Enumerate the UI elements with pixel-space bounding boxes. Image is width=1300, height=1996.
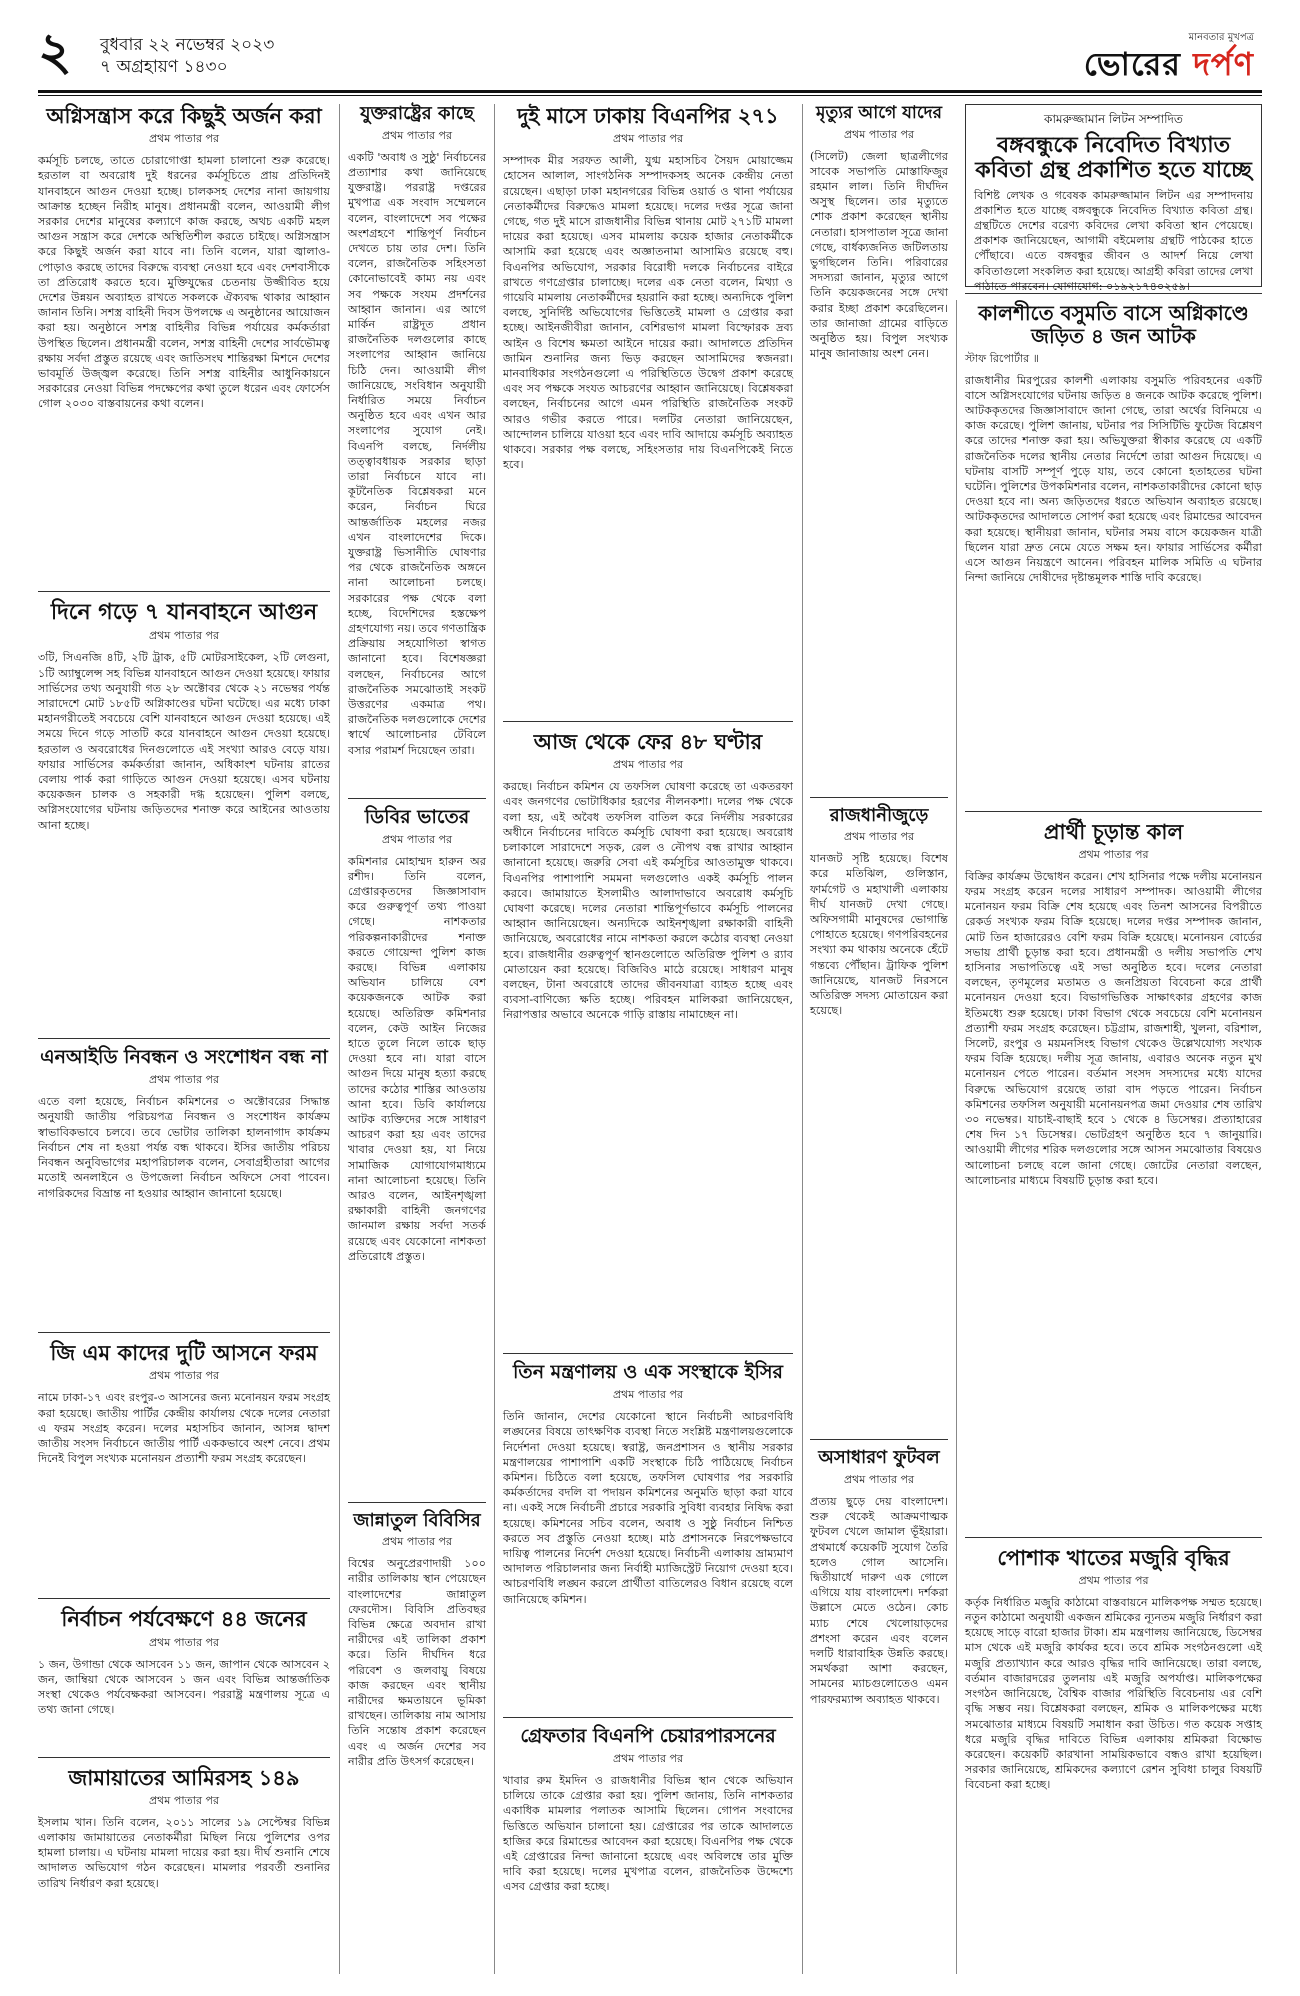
article-gm-kader: [38, 1341, 330, 1590]
article-jamaat: [38, 1766, 330, 1911]
article-bnp-cases: [503, 104, 793, 713]
divider: [38, 591, 330, 592]
article-jannatul: [348, 1511, 486, 1973]
logo-wordmark: [1084, 47, 1254, 81]
continued-label: প্রথম পাতার পর: [612, 132, 684, 146]
column-divider: [494, 104, 495, 1974]
divider: [348, 1502, 486, 1503]
article-usa: [348, 104, 486, 790]
column-divider: [956, 300, 957, 1974]
continued-label: প্রথম পাতার পর: [843, 1472, 915, 1486]
article-body: বিক্রির কার্যক্রম উদ্বোধন করেন। শেখ হাসিনার পক্ষে দলীয় মনোনয়ন ফরম সংগ্রহ করেন দলের সাধারণ সম্পাদক। আওয়ামী লীগের মনোনয়ন ফরম বিক্রি শেষ হয়েছে এবং তিনশ আসনের বিপরীতে রেকর্ড সংখ্যক ফরম বিক্রি হয়েছে। দলের দপ্তর সম্পাদক জানান, মোট তিন হাজারেরও বেশি ফরম বিক্রি হয়েছে। মনোনয়ন বোর্ডের সভায় প্রার্থী চূড়ান্ত করা হবে। প্রধানমন্ত্রী ও দলীয় সভাপতি শেখ হাসিনার সভাপতিত্বে এই সভা অনুষ্ঠিত হবে। দলের নেতারা বলছেন, তৃণমূলের মতামত ও জনপ্রিয়তা বিবেচনা করে প্রার্থী মনোনয়ন দেওয়া হবে। বিভাগভিত্তিক সাক্ষাৎকার গ্রহণের কাজ ইতিমধ্যে শুরু হয়েছে। ঢাকা বিভাগ থেকে সবচেয়ে বেশি মনোনয়ন প্রত্যাশী ফরম সংগ্রহ করেছেন। চট্টগ্রাম, রাজশাহী, খুলনা, বরিশাল, সিলেট, রংপুর ও ময়মনসিংহ বিভাগ থেকেও উল্লেখযোগ্য সংখ্যক ফরম বিক্রি হয়েছে। দলীয় সূত্র জানায়, এবারও অনেক নতুন মুখ মনোনয়ন পেতে পারেন। বর্তমান সংসদ সদস্যদের মধ্যে যাদের বিরুদ্ধে অভিযোগ রয়েছে তারা বাদ পড়তে পারেন। নির্বাচন কমিশনের তফসিল অনুযায়ী মনোনয়নপত্র জমা দেওয়ার শেষ তারিখ ৩০ নভেম্বর। যাচাই-বাছাই হবে ১ থেকে ৪ ডিসেম্বর। প্রত্যাহারের শেষ দিন ১৭ ডিসেম্বর। ভোটগ্রহণ অনুষ্ঠিত হবে ৭ জানুয়ারি। আওয়ামী লীগের শরিক দলগুলোর সঙ্গে আসন সমঝোতার বিষয়েও আলোচনা চলছে বলে জানা গেছে। জোটের নেতারা বলছেন, আলোচনার মাধ্যমে বিষয়টি চূড়ান্ত করা হবে।: [965, 869, 1262, 1187]
article-body: খাবার রুম ইমদিন ও রাজধানীর বিভিন্ন স্থান থেকে অভিযান চালিয়ে তাকে গ্রেপ্তার করা হয়। পুলিশ জানায়, তিনি নাশকতার একাধিক মামলার পলাতক আসামি ছিলেন। গোপন সংবাদের ভিত্তিতে অভিযান চালানো হয়। গ্রেপ্তারের পর তাকে আদালতে হাজির করে রিমান্ডের আবেদন করা হয়েছে। বিএনপির পক্ষ থেকে এই গ্রেপ্তারের নিন্দা জানানো হয়েছে এবং অবিলম্বে তার মুক্তি দাবি করা হয়েছে। দলের মুখপাত্র বলেন, রাজনৈতিক উদ্দেশ্যে এসব গ্রেপ্তার করা হচ্ছে।: [503, 1773, 793, 1894]
divider: [810, 797, 948, 798]
article-vehicle-fire: [38, 600, 330, 1030]
article-body: এতে বলা হয়েছে, নির্বাচন কমিশনের ৩ অক্টোবরের সিদ্ধান্ত অনুযায়ী জাতীয় পরিচয়পত্র নিবন্ধন ও সংশোধন কার্যক্রম স্বাভাবিকভাবে চলবে। তবে ভোটার তালিকা হালনাগাদ কার্যক্রম নির্বাচন শেষ না হওয়া পর্যন্ত বন্ধ থাকবে। ইসির জাতীয় পরিচয় নিবন্ধন অনুবিভাগের মহাপরিচালক বলেন, সেবাগ্রহীতারা আগের মতোই অনলাইনে ও উপজেলা নির্বাচন অফিসে সেবা পাবেন। নাগরিকদের বিভ্রান্ত না হওয়ার আহ্বান জানানো হয়েছে।: [38, 1095, 330, 1200]
article-body: একটি 'অবাধ ও সুষ্ঠু' নির্বাচনের প্রত্যাশার কথা জানিয়েছে যুক্তরাষ্ট্র। পররাষ্ট্র দপ্তরের মুখপাত্র এক সংবাদ সম্মেলনে বলেন, বাংলাদেশে সব পক্ষের অংশগ্রহণে শান্তিপূর্ণ নির্বাচন দেখতে চায় তার দেশ। তিনি বলেন, রাজনৈতিক সহিংসতা কোনোভাবেই কাম্য নয় এবং সব পক্ষকে সংযম প্রদর্শনের আহ্বান জানান। এর আগে মার্কিন রাষ্ট্রদূত প্রধান রাজনৈতিক দলগুলোর কাছে সংলাপের আহ্বান জানিয়ে চিঠি দেন। আওয়ামী লীগ জানিয়েছে, সংবিধান অনুযায়ী নির্ধারিত সময়ে নির্বাচন অনুষ্ঠিত হবে এবং এখন আর সংলাপের সুযোগ নেই। বিএনপি বলছে, নির্দলীয় তত্ত্বাবধায়ক সরকার ছাড়া তারা নির্বাচনে যাবে না। কূটনৈতিক বিশ্লেষকরা মনে করেন, নির্বাচন ঘিরে আন্তর্জাতিক মহলের নজর এখন বাংলাদেশের দিকে। যুক্তরাষ্ট্র ভিসানীতি ঘোষণার পর থেকে রাজনৈতিক অঙ্গনে নানা আলোচনা চলছে। সরকারের পক্ষ থেকে বলা হচ্ছে, বিদেশিদের হস্তক্ষেপ গ্রহণযোগ্য নয়। তবে গণতান্ত্রিক প্রক্রিয়ায় সহযোগিতা স্বাগত জানানো হবে। বিশেষজ্ঞরা বলছেন, নির্বাচনের আগে রাজনৈতিক সমঝোতাই সংকট উত্তরণের একমাত্র পথ। রাজনৈতিক দলগুলোকে দেশের স্বার্থে আলোচনার টেবিলে বসার পরামর্শ দিয়েছেন তারা।: [348, 150, 486, 757]
continued-label: প্রথম পাতার পর: [612, 1388, 684, 1402]
headline: অগ্নিসন্ত্রাস করে কিছুই অর্জন করা: [46, 103, 322, 128]
divider: [348, 798, 486, 799]
divider: [965, 1537, 1262, 1538]
date-block: [100, 34, 274, 78]
logo-part1: ভোরের: [1083, 45, 1181, 83]
article-db: [348, 807, 486, 1494]
headline: জি এম কাদের দুটি আসনে ফরম: [50, 1340, 318, 1366]
article-body: (সিলেট) জেলা ছাত্রলীগের সাবেক সভাপতি মোস্তাফিজুর রহমান লাল। তিনি দীর্ঘদিন অসুস্থ ছিলেন। তার মৃত্যুতে শোক প্রকাশ করেছেন স্থানীয় নেতারা। হাসপাতাল সূত্রে জানা গেছে, বার্ধক্যজনিত জটিলতায় ভুগছিলেন তিনি। পরিবারের সদস্যরা জানান, মৃত্যুর আগে তিনি কয়েকজনের সঙ্গে দেখা করার ইচ্ছা প্রকাশ করেছিলেন। তার জানাজা গ্রামের বাড়িতে অনুষ্ঠিত হয়। বিপুল সংখ্যক মানুষ জানাজায় অংশ নেন।: [810, 149, 948, 361]
divider: [38, 1332, 330, 1333]
article-body: যানজট সৃষ্টি হয়েছে। বিশেষ করে মতিঝিল, গুলিস্তান, ফার্মগেট ও মহাখালী এলাকায় দীর্ঘ যানজট দেখা গেছে। অফিসগামী মানুষদের ভোগান্তি পোহাতে হয়েছে। গণপরিবহনের সংখ্যা কম থাকায় অনেকে হেঁটে গন্তব্যে পৌঁছান। ট্রাফিক পুলিশ জানিয়েছে, যানজট নিরসনে অতিরিক্ত সদস্য মোতায়েন করা হয়েছে।: [810, 852, 948, 1018]
headline: রাজধানীজুড়ে: [829, 804, 929, 826]
article-body: বিশিষ্ট লেখক ও গবেষক কামরুজ্জামান লিটন এর সম্পাদনায় প্রকাশিত হতে যাচ্ছে বঙ্গবন্ধুকে নিবেদিত বিখ্যাত কবিতা গ্রন্থ। গ্রন্থটিতে দেশের বরেণ্য কবিদের লেখা কবিতা স্থান পেয়েছে। প্রকাশক জানিয়েছেন, আগামী বইমেলায় গ্রন্থটি পাঠকের হাতে পৌঁছাবে। এতে বঙ্গবন্ধুর জীবন ও আদর্শ নিয়ে লেখা কবিতাগুলো সংকলিত করা হয়েছে। আগ্রহী কবিরা তাদের লেখা পাঠাতে পারবেন। যোগাযোগ: ০১৯২১৭৪০২৫৯।: [974, 188, 1253, 293]
headline: দুই মাসে ঢাকায় বিএনপির ২৭১: [517, 103, 779, 128]
continued-label: প্রথম পাতার পর: [381, 128, 453, 142]
date-line-english: বুধবার ২২ নভেম্বর ২০২৩: [100, 35, 275, 55]
divider: [503, 1353, 793, 1354]
column-3: [503, 104, 793, 1951]
article-body: রাজধানীর মিরপুরের কালশী এলাকায় বসুমতি পরিবহনের একটি বাসে অগ্নিসংযোগের ঘটনায় জড়িত ৪ জনকে আটক করেছে পুলিশ। আটককৃতদের জিজ্ঞাসাবাদে জানা গেছে, তারা অর্থের বিনিময়ে এ কাজ করেছে। পুলিশ জানায়, ঘটনার পর সিসিটিভি ফুটেজ বিশ্লেষণ করে তাদের শনাক্ত করা হয়। অভিযুক্তরা স্বীকার করেছে যে একটি রাজনৈতিক দলের স্থানীয় নেতার নির্দেশে তারা আগুন দিয়েছে। এ ঘটনায় বাসটি সম্পূর্ণ পুড়ে যায়, তবে কোনো হতাহতের ঘটনা ঘটেনি। পুলিশের উপকমিশনার বলেন, নাশকতাকারীদের কোনো ছাড় দেওয়া হবে না। অন্য জড়িতদের ধরতে অভিযান অব্যাহত রয়েছে। আটককৃতদের আদালতে সোপর্দ করা হয়েছে এবং রিমান্ডের আবেদন করা হয়েছে। স্থানীয়রা জানান, ঘটনার সময় বাসে কয়েকজন যাত্রী ছিলেন যারা দ্রুত নেমে যেতে সক্ষম হন। ফায়ার সার্ভিসের কর্মীরা এসে আগুন নিয়ন্ত্রণে আনেন। পরিবহন মালিক সমিতি এ ঘটনার নিন্দা জানিয়ে দোষীদের দৃষ্টান্তমূলক শাস্তি দাবি করেছে।: [965, 373, 1262, 585]
continued-label: প্রথম পাতার পর: [612, 758, 684, 772]
headline: আজ থেকে ফের ৪৮ ঘণ্টার: [533, 729, 763, 755]
date-line-bangla: ৭ অগ্রহায়ণ ১৪৩০: [100, 57, 228, 77]
article-kalshi-bus: [965, 302, 1262, 803]
headline: নির্বাচন পর্যবেক্ষণে ৪৪ জনের: [61, 1606, 307, 1632]
headline: তিন মন্ত্রণালয় ও এক সংস্থাকে ইসির: [513, 1361, 783, 1384]
feature-byline: কামরুজ্জামান লিটন সম্পাদিত: [1044, 112, 1183, 126]
column-2: [348, 104, 486, 1980]
book-feature-box: [965, 104, 1262, 293]
newspaper-logo: [1084, 30, 1254, 81]
article-capital: [810, 806, 948, 1432]
divider: [503, 1717, 793, 1718]
article-body: করছে। নির্বাচন কমিশন যে তফসিল ঘোষণা করেছে তা একতরফা এবং জনগণের ভোটাধিকার হরণের নীলনকশা। দলের পক্ষ থেকে বলা হয়, এই অবৈধ তফসিল বাতিল করে নির্দলীয় সরকারের অধীনে নির্বাচনের দাবিতে কর্মসূচি ঘোষণা করা হয়েছে। অবরোধ চলাকালে সারাদেশে সড়ক, রেল ও নৌপথ বন্ধ রাখার আহ্বান জানানো হয়েছে। জরুরি সেবা এই কর্মসূচির আওতামুক্ত থাকবে। বিএনপির পাশাপাশি সমমনা দলগুলোও একই কর্মসূচি পালন করবে। জামায়াতে ইসলামীও আলাদাভাবে অবরোধ কর্মসূচি ঘোষণা করেছে। দলের নেতারা শান্তিপূর্ণভাবে কর্মসূচি পালনের আহ্বান জানিয়েছেন। অন্যদিকে আইনশৃঙ্খলা রক্ষাকারী বাহিনী জানিয়েছে, অবরোধের নামে নাশকতা করলে কঠোর ব্যবস্থা নেওয়া হবে। রাজধানীর গুরুত্বপূর্ণ স্থানগুলোতে অতিরিক্ত পুলিশ ও র‌্যাব মোতায়েন করা হয়েছে। বিজিবিও মাঠে রয়েছে। সাধারণ মানুষ বলছেন, টানা অবরোধে তাদের জীবনযাত্রা ব্যাহত হচ্ছে এবং ব্যবসা-বাণিজ্যে ক্ষতি হচ্ছে। পরিবহন মালিকরা জানিয়েছেন, নিরাপত্তার অভাবে অনেকে গাড়ি রাস্তায় নামাচ্ছেন না।: [503, 780, 793, 1022]
continued-label: প্রথম পাতার পর: [381, 1535, 453, 1549]
article-arrest: [503, 1726, 793, 1943]
headline: জান্নাতুল বিবিসির: [353, 1509, 481, 1531]
article-garments-wage: [965, 1546, 1262, 1951]
headline: এনআইডি নিবন্ধন ও সংশোধন বন্ধ না: [40, 1046, 328, 1069]
article-arson: [38, 104, 330, 583]
divider: [38, 1598, 330, 1599]
continued-label: প্রথম পাতার পর: [1078, 1573, 1149, 1587]
continued-label: প্রথম পাতার পর: [148, 629, 220, 643]
article-body: কমিশনার মোহাম্মদ হারুন অর রশীদ। তিনি বলেন, গ্রেপ্তারকৃতদের জিজ্ঞাসাবাদ করে গুরুত্বপূর্ণ তথ্য পাওয়া গেছে। নাশকতার পরিকল্পনাকারীদের শনাক্ত করতে গোয়েন্দা পুলিশ কাজ করছে। বিভিন্ন এলাকায় অভিযান চালিয়ে বেশ কয়েকজনকে আটক করা হয়েছে। অতিরিক্ত কমিশনার বলেন, কেউ আইন নিজের হাতে তুলে নিলে তাকে ছাড় দেওয়া হবে না। যারা বাসে আগুন দিয়ে মানুষ হত্যা করছে তাদের কঠোর শাস্তির আওতায় আনা হবে। ডিবি কার্যালয়ে আটক ব্যক্তিদের সঙ্গে সাধারণ আচরণ করা হয় এবং তাদের খাবার দেওয়া হয়, যা নিয়ে সামাজিক যোগাযোগমাধ্যমে নানা আলোচনা হয়েছে। তিনি আরও বলেন, আইনশৃঙ্খলা রক্ষাকারী বাহিনী জনগণের জানমাল রক্ষায় সর্বদা সতর্ক রয়েছে এবং যেকোনো নাশকতা প্রতিরোধে প্রস্তুত।: [348, 854, 486, 1263]
article-observers: [38, 1607, 330, 1748]
continued-label: প্রথম পাতার পর: [148, 1793, 220, 1807]
article-body: প্রত্যয় ছুড়ে দেয় বাংলাদেশ। শুরু থেকেই আক্রমণাত্মক ফুটবল খেলে জামাল ভূঁইয়ারা। প্রথমার্ধে কয়েকটি সুযোগ তৈরি হলেও গোল আসেনি। দ্বিতীয়ার্ধে দারুণ এক গোলে এগিয়ে যায় বাংলাদেশ। দর্শকরা উল্লাসে মেতে ওঠেন। কোচ ম্যাচ শেষে খেলোয়াড়দের প্রশংসা করেন এবং বলেন দলটি ধারাবাহিক উন্নতি করছে। সমর্থকরা আশা করছেন, সামনের ম্যাচগুলোতেও এমন পারফরম্যান্স অব্যাহত থাকবে।: [810, 1494, 948, 1706]
column-4: [810, 104, 948, 1972]
article-body: তিনি জানান, দেশের যেকোনো স্থানে নির্বাচনী আচরণবিধি লঙ্ঘনের বিষয়ে তাৎক্ষণিক ব্যবস্থা নিতে সংশ্লিষ্ট মন্ত্রণালয়গুলোকে নির্দেশনা দেওয়া হয়েছে। স্বরাষ্ট্র, জনপ্রশাসন ও স্থানীয় সরকার মন্ত্রণালয়ের পাশাপাশি একটি সংস্থাকে চিঠি পাঠিয়েছে নির্বাচন কমিশন। চিঠিতে বলা হয়েছে, তফসিল ঘোষণার পর সরকারি কর্মকর্তাদের বদলি বা পদায়ন কমিশনের অনুমতি ছাড়া করা যাবে না। একই সঙ্গে নির্বাচনী প্রচারে সরকারি সুবিধা ব্যবহার নিষিদ্ধ করা হয়েছে। কমিশনের সচিব বলেন, অবাধ ও সুষ্ঠু নির্বাচন নিশ্চিত করতে সব প্রস্তুতি নেওয়া হচ্ছে। মাঠ প্রশাসনকে নিরপেক্ষভাবে দায়িত্ব পালনের নির্দেশ দেওয়া হয়েছে। নির্বাচনী এলাকায় ভ্রাম্যমাণ আদালত পরিচালনার জন্য নির্বাহী ম্যাজিস্ট্রেট নিয়োগ দেওয়া হবে। আচরণবিধি লঙ্ঘন করলে প্রার্থীতা বাতিলেরও বিধান রয়েছে বলে জানিয়েছে কমিশন।: [503, 1410, 793, 1606]
masthead: [38, 21, 1262, 84]
headline: মৃত্যুর আগে যাদের: [816, 103, 942, 123]
headline: জামায়াতের আমিরসহ ১৪৯: [68, 1764, 300, 1790]
continued-label: প্রথম পাতার পর: [843, 127, 915, 141]
continued-label: প্রথম পাতার পর: [843, 830, 915, 844]
headline: পোশাক খাতের মজুরি বৃদ্ধির: [997, 1544, 1230, 1570]
page-number: ২: [38, 21, 72, 82]
divider: [965, 811, 1262, 812]
article-body: ১ জন, উগান্ডা থেকে আসবেন ১১ জন, জাপান থেকে আসবেন ২ জন, জাম্বিয়া থেকে আসবেন ১ জন এবং বিভিন্ন আন্তর্জাতিক সংস্থা থেকেও পর্যবেক্ষকরা আসবেন। পররাষ্ট্র মন্ত্রণালয় সূত্রে এ তথ্য জানা গেছে।: [38, 1657, 330, 1717]
continued-label: প্রথম পাতার পর: [148, 1635, 220, 1649]
article-body: কর্মসূচি চলছে, তাতে চোরাগোপ্তা হামলা চালানো শুরু করেছে। হরতাল বা অবরোধ দুই ধরনের কর্মসূচিতে প্রায় প্রতিদিনই যানবাহনে আগুন দেওয়া হচ্ছে। চালকসহ দেশের নানা জায়গায় আক্রান্ত হচ্ছেন নিরীহ মানুষ। প্রধানমন্ত্রী বলেন, আওয়ামী লীগ সরকার দেশের মানুষের কল্যাণে কাজ করছে, অথচ একটি মহল আগুন সন্ত্রাস করে দেশকে অস্থিতিশীল করতে চাইছে। অগ্নিসন্ত্রাস করে কিছুই অর্জন করা যাবে না। তিনি বলেন, যারা জ্বালাও-পোড়াও করছে তাদের বিরুদ্ধে ব্যবস্থা নেওয়া হবে এবং দেশবাসীকে তা প্রতিরোধ করতে হবে। মুক্তিযুদ্ধের চেতনায় উজ্জীবিত হয়ে দেশের উন্নয়ন অব্যাহত রাখতে সকলকে ঐক্যবদ্ধ থাকার আহ্বান জানান তিনি। সশস্ত্র বাহিনী দিবস উপলক্ষে এ অনুষ্ঠানের আয়োজন করা হয়। অনুষ্ঠানে সশস্ত্র বাহিনীর বিভিন্ন পর্যায়ের কর্মকর্তারা উপস্থিত ছিলেন। প্রধানমন্ত্রী বলেন, সশস্ত্র বাহিনী দেশের সার্বভৌমত্ব রক্ষায় সর্বদা প্রস্তুত রয়েছে এবং জাতিসংঘ শান্তিরক্ষা মিশনে দেশের ভাবমূর্তি উজ্জ্বল করেছে। তিনি সশস্ত্র বাহিনীর আধুনিকায়নে সরকারের নেওয়া বিভিন্ন পদক্ষেপের কথা তুলে ধরেন এবং ফোর্সেস গোল ২০৩০ বাস্তবায়নের কথা বলেন।: [38, 154, 330, 411]
column-1: [38, 104, 330, 1919]
byline: স্টাফ রিপোর্টার ॥: [965, 351, 1039, 365]
article-ec-ministries: [503, 1362, 793, 1709]
article-body: ৩টি, সিএনজি ৪টি, ২টি ট্রাক, ৫টি মোটরসাইকেল, ২টি লেগুনা, ১টি অ্যাম্বুলেন্স সহ বিভিন্ন যানবাহনে আগুন দেওয়া হয়েছে। ফায়ার সার্ভিসের তথ্য অনুযায়ী গত ২৮ অক্টোবর থেকে ২১ নভেম্বর পর্যন্ত সারাদেশে মোট ১৮৫টি অগ্নিকাণ্ডের ঘটনা ঘটেছে। এর মধ্যে ঢাকা মহানগরীতেই সবচেয়ে বেশি যানবাহনে আগুন দেওয়া হয়েছে। এই সময়ে দিনে গড়ে সাতটি করে যানবাহনে আগুন দেওয়া হয়েছে। হরতাল ও অবরোধের দিনগুলোতে এই সংখ্যা আরও বেড়ে যায়। ফায়ার সার্ভিসের কর্মকর্তারা জানান, অধিকাংশ ঘটনায় রাতের বেলায় পার্ক করা গাড়িতে আগুন দেওয়া হয়েছে। এসব ঘটনায় কয়েকজন চালক ও সহকারী দগ্ধ হয়েছেন। পুলিশ বলছে, অগ্নিসংযোগের ঘটনায় জড়িতদের শনাক্ত করে আইনের আওতায় আনা হচ্ছে।: [38, 651, 330, 832]
divider: [503, 721, 793, 722]
logo-tagline: মানবতার মুখপত্র: [1188, 32, 1254, 43]
headline: বঙ্গবন্ধুকে নিবেদিত বিখ্যাত কবিতা গ্রন্থ প্রকাশিত হতে যাচ্ছে: [975, 132, 1252, 184]
continued-label: প্রথম পাতার পর: [381, 832, 453, 846]
continued-label: প্রথম পাতার পর: [612, 1751, 684, 1765]
article-body: কর্তৃক নির্ধারিত মজুরি কাঠামো বাস্তবায়নে মালিকপক্ষ সম্মত হয়েছে। নতুন কাঠামো অনুযায়ী একজন শ্রমিকের ন্যূনতম মজুরি নির্ধারণ করা হয়েছে সাড়ে বারো হাজার টাকা। শ্রম মন্ত্রণালয় জানিয়েছে, ডিসেম্বর মাস থেকে এই মজুরি কার্যকর হবে। তবে শ্রমিক সংগঠনগুলো এই মজুরি প্রত্যাখ্যান করে আরও বৃদ্ধির দাবি জানিয়েছে। তারা বলছে, বর্তমান বাজারদরের তুলনায় এই মজুরি অপর্যাপ্ত। মালিকপক্ষের সংগঠন জানিয়েছে, বৈশ্বিক বাজার পরিস্থিতি বিবেচনায় এর বেশি বৃদ্ধি সম্ভব নয়। বিশ্লেষকরা বলছেন, শ্রমিক ও মালিকপক্ষের মধ্যে সমঝোতার মাধ্যমে বিষয়টি সমাধান করা উচিত। গত কয়েক সপ্তাহ ধরে মজুরি বৃদ্ধির দাবিতে বিভিন্ন এলাকায় শ্রমিকরা বিক্ষোভ করেছেন। কয়েকটি কারখানা সাময়িকভাবে বন্ধও রাখা হয়েছিল। সরকার জানিয়েছে, শ্রমিকদের কল্যাণে রেশন সুবিধা চালুর বিষয়টি বিবেচনা করা হচ্ছে।: [965, 1595, 1262, 1792]
continued-label: প্রথম পাতার পর: [148, 1369, 220, 1383]
headline: প্রার্থী চূড়ান্ত কাল: [1043, 818, 1184, 844]
article-body: ইসলাম খান। তিনি বলেন, ২০১১ সালের ১৯ সেপ্টেম্বর বিভিন্ন এলাকায় জামায়াতের নেতাকর্মীরা মিছিল নিয়ে পুলিশের ওপর হামলা চালায়। এ ঘটনায় মামলা দায়ের করা হয়। দীর্ঘ শুনানি শেষে আদালত অভিযোগ গঠন করেছেন। মামলার পরবর্তী শুনানির তারিখ নির্ধারণ করা হয়েছে।: [38, 1815, 330, 1890]
headline: কালশীতে বসুমতি বাসে অগ্নিকাণ্ডে জড়িত ৪ জন আটক: [978, 300, 1249, 348]
headline: গ্রেফতার বিএনপি চেয়ারপারসনের: [520, 1725, 776, 1748]
article-football: [810, 1448, 948, 1964]
continued-label: প্রথম পাতার পর: [1078, 847, 1149, 861]
article-death: [810, 104, 948, 789]
divider: [810, 1439, 948, 1440]
article-body: বিশ্বের অনুপ্রেরণাদায়ী ১০০ নারীর তালিকায় স্থান পেয়েছেন বাংলাদেশের জান্নাতুল ফেরদৌস। বিবিসি প্রতিবছর বিভিন্ন ক্ষেত্রে অবদান রাখা নারীদের এই তালিকা প্রকাশ করে। তিনি দীর্ঘদিন ধরে পরিবেশ ও জলবায়ু বিষয়ে কাজ করছেন এবং স্থানীয় নারীদের ক্ষমতায়নে ভূমিকা রাখছেন। তালিকায় নাম আসায় তিনি সন্তোষ প্রকাশ করেছেন এবং এ অর্জন দেশের সব নারীর প্রতি উৎসর্গ করেছেন।: [348, 1557, 486, 1768]
continued-label: প্রথম পাতার পর: [148, 1073, 220, 1087]
column-divider: [339, 104, 340, 1974]
divider: [38, 1757, 330, 1758]
continued-label: প্রথম পাতার পর: [148, 132, 220, 146]
headline: অসাধারণ ফুটবল: [818, 1447, 940, 1469]
logo-part2: দর্পণ: [1193, 45, 1254, 83]
headline: যুক্তরাষ্ট্রের কাছে: [360, 103, 474, 124]
article-nid: [38, 1047, 330, 1324]
headline: দিনে গড়ে ৭ যানবাহনে আগুন: [50, 599, 318, 626]
masthead-rule-thin: [38, 95, 1262, 96]
article-candidates: [965, 820, 1262, 1529]
article-body: নামে ঢাকা-১৭ এবং রংপুর-৩ আসনের জন্য মনোনয়ন ফরম সংগ্রহ করা হয়েছে। জাতীয় পার্টির কেন্দ্রীয় কার্যালয় থেকে দলের নেতারা এ ফরম সংগ্রহ করেন। দলের মহাসচিব জানান, আসন্ন দ্বাদশ জাতীয় সংসদ নির্বাচনে জাতীয় পার্টি এককভাবে অংশ নেবে। প্রথম দিনেই বিপুল সংখ্যক মনোনয়ন প্রত্যাশী ফরম সংগ্রহ করেছেন।: [38, 1391, 330, 1466]
masthead-rule: [38, 90, 1262, 93]
feature-region: [965, 104, 1262, 1959]
article-body: সম্পাদক মীর সরফত আলী, যুগ্ম মহাসচিব সৈয়দ মোয়াজ্জেম হোসেন আলাল, সাংগঠনিক সম্পাদকসহ অনেক কেন্দ্রীয় নেতা রয়েছেন। এছাড়া ঢাকা মহানগরের বিভিন্ন ওয়ার্ড ও থানা পর্যায়ের নেতাকর্মীদের বিরুদ্ধেও মামলা হয়েছে। দলের দপ্তর সূত্রে জানা গেছে, গত দুই মাসে রাজধানীর বিভিন্ন থানায় মোট ২৭১টি মামলা দায়ের করা হয়েছে। এসব মামলায় কয়েক হাজার নেতাকর্মীকে আসামি করা হয়েছে এবং অজ্ঞাতনামা আসামিও রয়েছে বহু। বিএনপির অভিযোগ, সরকার বিরোধী দলকে নির্বাচনের বাইরে রাখতে গণগ্রেপ্তার চালাচ্ছে। দলের এক নেতা বলেন, মিথ্যা ও গায়েবি মামলায় নেতাকর্মীদের হয়রানি করা হচ্ছে। অন্যদিকে পুলিশ বলছে, সুনির্দিষ্ট অভিযোগের ভিত্তিতেই মামলা ও গ্রেপ্তার করা হচ্ছে। আইনজীবীরা জানান, বেশিরভাগ মামলা বিস্ফোরক দ্রব্য আইন ও বিশেষ ক্ষমতা আইনে দায়ের করা। আদালতে প্রতিদিন জামিন শুনানির জন্য ভিড় করছেন আসামিদের স্বজনরা। মানবাধিকার সংগঠনগুলো এ পরিস্থিতিতে উদ্বেগ প্রকাশ করেছে এবং সব পক্ষকে সংযত আচরণের আহ্বান জানিয়েছে। বিশ্লেষকরা বলছেন, নির্বাচনের আগে এমন পরিস্থিতি রাজনৈতিক সংকট আরও গভীর করতে পারে। দলটির নেতারা জানিয়েছেন, আন্দোলন চালিয়ে যাওয়া হবে এবং দাবি আদায়ে কর্মসূচি অব্যাহত থাকবে। সরকার পক্ষ বলছে, সহিংসতার দায় বিএনপিকেই নিতে হবে।: [503, 154, 793, 472]
article-48-hours: [503, 730, 793, 1345]
column-divider: [802, 104, 803, 1974]
divider: [38, 1038, 330, 1039]
headline: ডিবির ভাতের: [364, 805, 470, 828]
